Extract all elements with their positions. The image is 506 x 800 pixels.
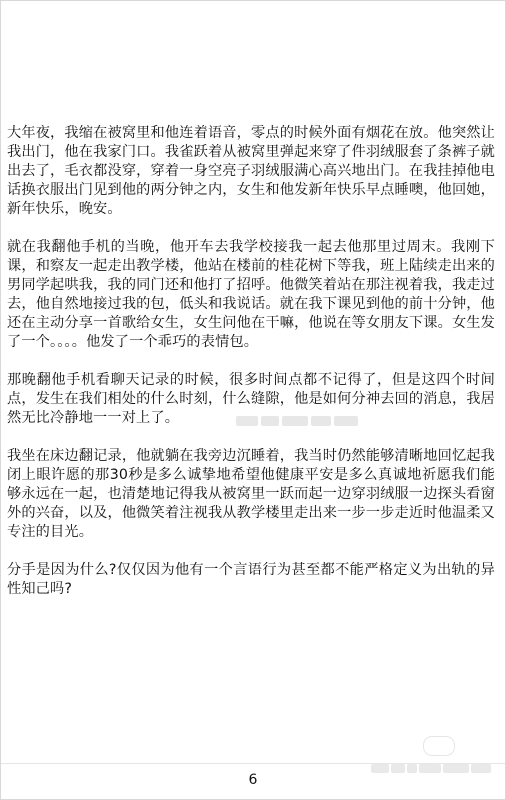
paragraph-5: 分手是因为什么?仅仅因为他有一个言语行为甚至都不能严格定义为出轨的异性知己吗?: [7, 562, 495, 597]
paragraph-4: 我坐在床边翻记录，他就躺在我旁边沉睡着，我当时仍然能够清晰地回忆起我闭上眼许愿的那30秒是多么诚挚地希望他健康平安是多么真诚地祈愿我们能够永远在一起，也清楚地记得我从被窝里一跃而起一边穿羽绒服一边探头看窗外的兴奋，以及，他微笑着注视我从教学楼里走出来一步一步走近时他温柔又专注的目光。: [7, 448, 495, 540]
document-body: [7, 124, 495, 618]
watermark-logo: [423, 736, 455, 756]
paragraph-1: 大年夜，我缩在被窝里和他连着语音，零点的时候外面有烟花在放。他突然让我出门，他在我家门口。我雀跃着从被窝里弹起来穿了件羽绒服套了条裤子就出去了，毛衣都没穿，穿着一身空亮子羽绒服满心高兴地出门。在我挂掉他电话换衣服出门见到他的两分钟之内，女生和他发新年快乐早点睡噢，他回她，新年快乐，晚安。: [7, 125, 495, 217]
page-number: 6: [248, 772, 258, 788]
watermark-mid: [236, 411, 376, 425]
paragraph-2: 就在我翻他手机的当晚，他开车去我学校接我一起去他那里过周末。我刚下课，和察友一起走出教学楼，他站在楼前的桂花树下等我，班上陆续走出来的男同学起哄我，我的同门还和他打了招呼。他微笑着站在那注视着我，我走过去，他自然地接过我的包，低头和我说话。就在我下课见到他的前十分钟，他还在主动分享一首歌给女生，女生问他在干嘛，他说在等女朋友下课。女生发了一个。。。。他发了一个乖巧的表情包。: [7, 239, 495, 350]
watermark-bottom: [371, 758, 497, 768]
paragraph-3: 那晚翻他手机看聊天记录的时候，很多时间点都不记得了，但是这四个时间点，发生在我们相处的什么时刻，什么缝隙，他是如何分神去回的消息，我居然无比冷静地一一对上了。: [7, 372, 495, 426]
